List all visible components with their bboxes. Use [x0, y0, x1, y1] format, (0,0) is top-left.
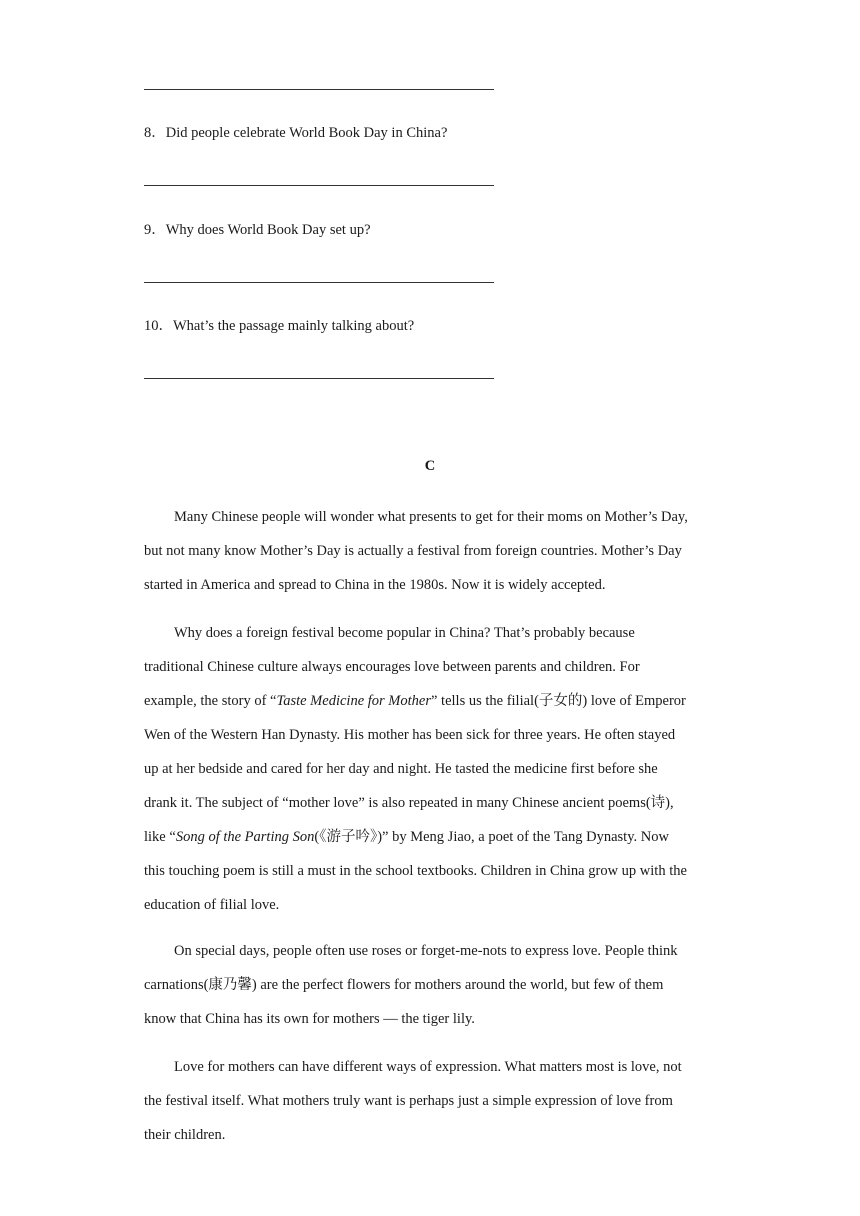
paragraph-line: the festival itself. What mothers truly want is perhaps just a simple expression of love from	[144, 1093, 673, 1109]
section-heading: C	[424, 458, 436, 474]
question-9	[144, 218, 371, 239]
paragraph-line: On special days, people often use roses or forget-me-nots to express love. People think	[174, 943, 678, 959]
paragraph-line: education of filial love.	[144, 897, 280, 913]
paragraph-line: this touching poem is still a must in the school textbooks. Children in China grow up with the	[144, 863, 687, 879]
paragraph-line: drank it. The subject of “mother love” is also repeated in many Chinese ancient poems(诗),	[144, 795, 674, 811]
paragraph-line: started in America and spread to China in the 1980s. Now it is widely accepted.	[144, 577, 606, 593]
question-10	[144, 314, 414, 335]
paragraph-line	[144, 820, 716, 854]
paragraph-line: carnations(康乃馨) are the perfect flowers for mothers around the world, but few of them	[144, 977, 664, 993]
answer-line-7[interactable]	[144, 89, 494, 90]
paragraph-line: Many Chinese people will wonder what presents to get for their moms on Mother’s Day,	[174, 509, 688, 525]
paragraph-1	[144, 500, 716, 602]
text-run: like “	[144, 829, 176, 845]
paragraph-line: their children.	[144, 1127, 226, 1143]
question-number: 10．	[144, 318, 173, 334]
question-8	[144, 121, 447, 142]
answer-line-9[interactable]	[144, 282, 494, 283]
answer-line-10[interactable]	[144, 378, 494, 379]
question-number: 9．	[144, 222, 166, 238]
paragraph-line: but not many know Mother’s Day is actually a festival from foreign countries. Mother’s Day	[144, 543, 682, 559]
poem-title: Song of the Parting Son	[175, 829, 315, 845]
answer-line-8[interactable]	[144, 185, 494, 186]
question-number: 8．	[144, 125, 166, 141]
story-title: Taste Medicine for Mother	[276, 693, 431, 709]
question-text: Did people celebrate World Book Day in China?	[165, 125, 448, 141]
paragraph-line: know that China has its own for mothers — the tiger lily.	[144, 1011, 475, 1027]
paragraph-2	[144, 616, 716, 922]
paragraph-3	[144, 934, 716, 1036]
text-run: (《游子吟》)” by Meng Jiao, a poet of the Tang Dynasty. Now	[314, 829, 669, 845]
question-text: What’s the passage mainly talking about?	[173, 318, 415, 334]
question-text: Why does World Book Day set up?	[165, 222, 371, 238]
text-run: example, the story of “	[144, 693, 277, 709]
paragraph-4	[144, 1050, 716, 1152]
paragraph-line: up at her bedside and cared for her day and night. He tasted the medicine first before she	[144, 761, 658, 777]
paragraph-line: Why does a foreign festival become popular in China? That’s probably because	[174, 625, 635, 641]
paragraph-line: traditional Chinese culture always encourages love between parents and children. For	[144, 659, 640, 675]
paragraph-line: Wen of the Western Han Dynasty. His mother has been sick for three years. He often stayed	[144, 727, 676, 743]
paragraph-line: Love for mothers can have different ways of expression. What matters most is love, not	[174, 1059, 682, 1075]
paragraph-line	[144, 684, 716, 718]
text-run: ” tells us the filial(子女的) love of Emperor	[430, 693, 686, 709]
